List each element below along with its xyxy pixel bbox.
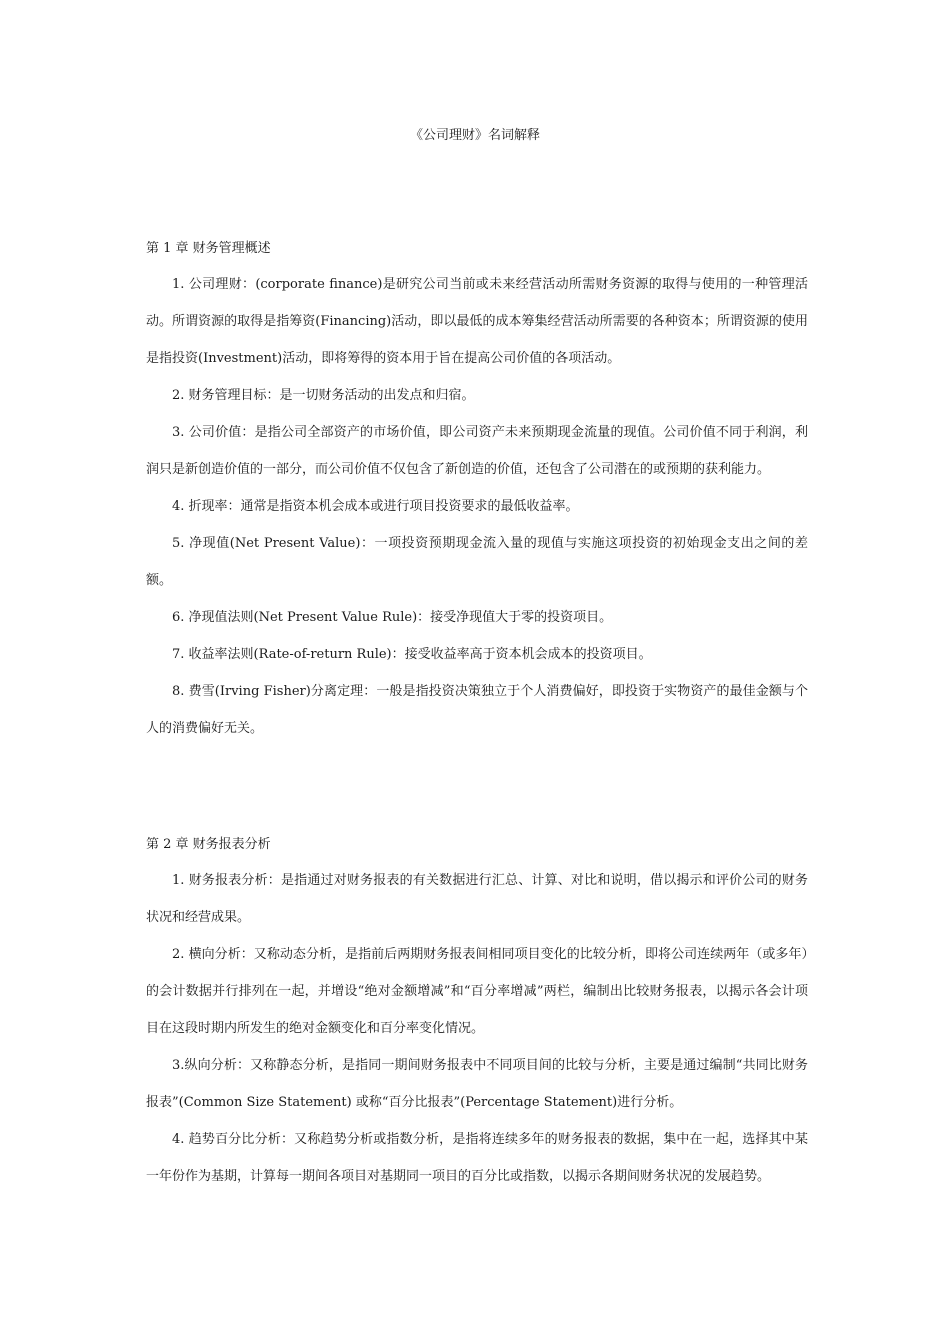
document-title: 《公司理财》名词解释 bbox=[409, 128, 540, 143]
chapter-section bbox=[146, 236, 808, 747]
chapter-section bbox=[146, 832, 808, 1195]
term-definition: 2. 横向分析：又称动态分析，是指前后两期财务报表间相同项目变化的比较分析，即将公司连续两年（或多年）的会计数据并行排列在一起，并增设“绝对金额增减”和“百分率增减”两栏，编制出比较财务报表，以揭示各会计项目在这段时期内所发生的绝对金额变化和百分率变化情况。 bbox=[146, 947, 808, 1036]
term-definition: 2. 财务管理目标：是一切财务活动的出发点和归宿。 bbox=[172, 388, 475, 403]
term-definition: 1. 公司理财：(corporate finance)是研究公司当前或未来经营活动所需财务资源的取得与使用的一种管理活动。所谓资源的取得是指筹资(Financing)活动，即以最低的成本筹集经营活动所需要的各种资本；所谓资源的使用是指投资(Investment)活动，即将筹得的资本用于旨在提高公司价值的各项活动。 bbox=[146, 277, 808, 366]
term-definition: 4. 折现率：通常是指资本机会成本或进行项目投资要求的最低收益率。 bbox=[172, 499, 579, 514]
term-definition: 7. 收益率法则(Rate-of-return Rule)：接受收益率高于资本机会成本的投资项目。 bbox=[172, 647, 652, 662]
term-definition: 8. 费雪(Irving Fisher)分离定理：一般是指投资决策独立于个人消费偏好，即投资于实物资产的最佳金额与个人的消费偏好无关。 bbox=[146, 684, 808, 736]
term-definition: 5. 净现值(Net Present Value)：一项投资预期现金流入量的现值与实施这项投资的初始现金支出之间的差额。 bbox=[146, 536, 808, 588]
term-definition: 3.纵向分析：又称静态分析，是指同一期间财务报表中不同项目间的比较与分析，主要是通过编制“共同比财务报表”(Common Size Statement) 或称“百分比报表”(Percentage Statement)进行分析。 bbox=[146, 1058, 808, 1110]
chapter-heading: 第 1 章 财务管理概述 bbox=[146, 241, 271, 256]
chapter-heading: 第 2 章 财务报表分析 bbox=[146, 837, 271, 852]
term-definition: 3. 公司价值：是指公司全部资产的市场价值，即公司资产未来预期现金流量的现值。公司价值不同于利润，利润只是新创造价值的一部分，而公司价值不仅包含了新创造的价值，还包含了公司潜在的或预期的获利能力。 bbox=[146, 425, 808, 477]
term-definition: 4. 趋势百分比分析：又称趋势分析或指数分析，是指将连续多年的财务报表的数据，集中在一起，选择其中某一年份作为基期，计算每一期间各项目对基期同一项目的百分比或指数，以揭示各期间财务状况的发展趋势。 bbox=[146, 1132, 808, 1184]
term-definition: 6. 净现值法则(Net Present Value Rule)：接受净现值大于零的投资项目。 bbox=[172, 610, 613, 625]
term-definition: 1. 财务报表分析：是指通过对财务报表的有关数据进行汇总、计算、对比和说明，借以揭示和评价公司的财务状况和经营成果。 bbox=[146, 873, 808, 925]
